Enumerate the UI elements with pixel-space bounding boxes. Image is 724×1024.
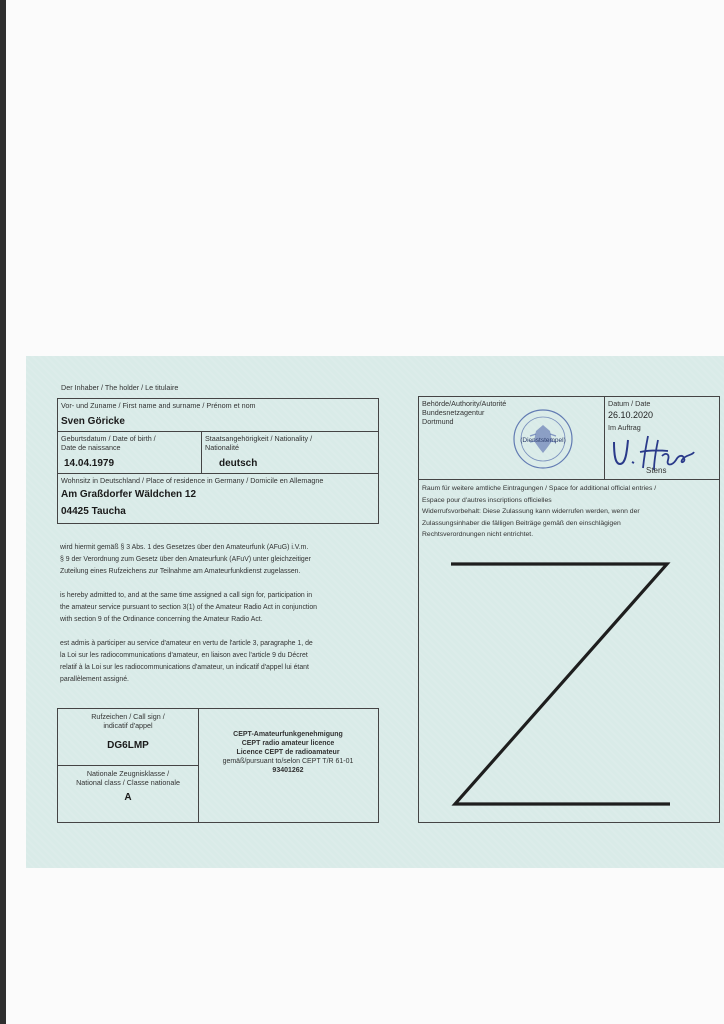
text-english: is hereby admitted to, and at the same time assigned a call sign for, participation in the amateur service pursuant to section 3(1) of the Amateur Radio Act in conjunction with section 9 of the Ordinance concerning the Amateur Radio Act.	[60, 592, 318, 623]
official-stamp-icon	[512, 408, 574, 470]
official-entries: Raum für weitere amtliche Eintragungen / Space for additional official entries / Espace pour d'autres inscriptions officielles Widerrufsvorbehalt: Diese Zulassung kann widerrufen werden, wenn der Zulassungsinhaber die fälligen Beiträge gemäß den einschlägigen Rechtsverordnungen nicht entrichtet.	[422, 485, 657, 538]
cept-number: 93401262	[272, 767, 304, 774]
text-french: est admis à participer au service d'amateur en vertu de l'article 3, paragraphe 1, de la Loi sur les radiocommunications d'amateur, en liaison avec l'article 9 du Décret relatif à la Loi sur les radiocommunications d'amateur, un indicatif d'appel lui étant parallèlement assigné.	[60, 640, 313, 683]
birth-label: Geburtsdatum / Date of birth / Date de naissance	[61, 434, 156, 452]
address-line-2: 04425 Taucha	[61, 506, 126, 517]
scan-edge	[0, 0, 6, 1024]
text-german: wird hiermit gemäß § 3 Abs. 1 des Gesetzes über den Amateurfunk (AFuG) i.V.m. § 9 der Verordnung zum Gesetz über den Amateurfunk (AFuV) unter gleichzeitiger Zuteilung eines Rufzeichens zur Teilnahme am Amateurfunkdienst zugelassen.	[60, 544, 311, 575]
date-label: Datum / Date	[608, 399, 651, 408]
authority-label: Behörde/Authority/Autorité Bundesnetzagentur Dortmund	[422, 399, 507, 426]
address-line-1: Am Graßdorfer Wäldchen 12	[61, 489, 197, 500]
class-value: A	[124, 792, 132, 803]
divider	[418, 479, 719, 480]
callsign-value: DG6LMP	[107, 740, 149, 751]
holder-section-label: Der Inhaber / The holder / Le titulaire	[61, 383, 179, 392]
signer-name: Stens	[646, 466, 667, 475]
birth-value: 14.04.1979	[64, 458, 115, 469]
name-value: Sven Göricke	[61, 416, 125, 427]
divider	[57, 473, 378, 474]
licence-card	[26, 356, 724, 868]
nationality-value: deutsch	[219, 458, 258, 469]
name-label: Vor- und Zuname / First name and surname / Prénom et nom	[61, 401, 256, 410]
divider	[57, 431, 378, 432]
date-value: 26.10.2020	[608, 410, 654, 420]
cept-licence-text: CEPT-Amateurfunkgenehmigung CEPT radio amateur licence Licence CEPT de radioamateur gemäß/pursuant to/selon CEPT T/R 61-01 93401262	[202, 730, 374, 775]
stamp-label: (Dienststempel)	[520, 437, 566, 444]
divider	[201, 431, 202, 473]
callsign-label: Rufzeichen / Call sign / indicatif d'appel	[91, 712, 165, 730]
divider	[604, 396, 605, 479]
nationality-label: Staatsangehörigkeit / Nationality / Nationalité	[205, 434, 313, 452]
residence-label: Wohnsitz in Deutschland / Place of residence in Germany / Domicile en Allemagne	[61, 476, 324, 485]
im-auftrag: Im Auftrag	[608, 423, 641, 432]
divider	[57, 765, 199, 766]
class-label: Nationale Zeugnisklasse / National class / Classe nationale	[76, 769, 180, 787]
cancellation-z-mark	[446, 558, 676, 810]
